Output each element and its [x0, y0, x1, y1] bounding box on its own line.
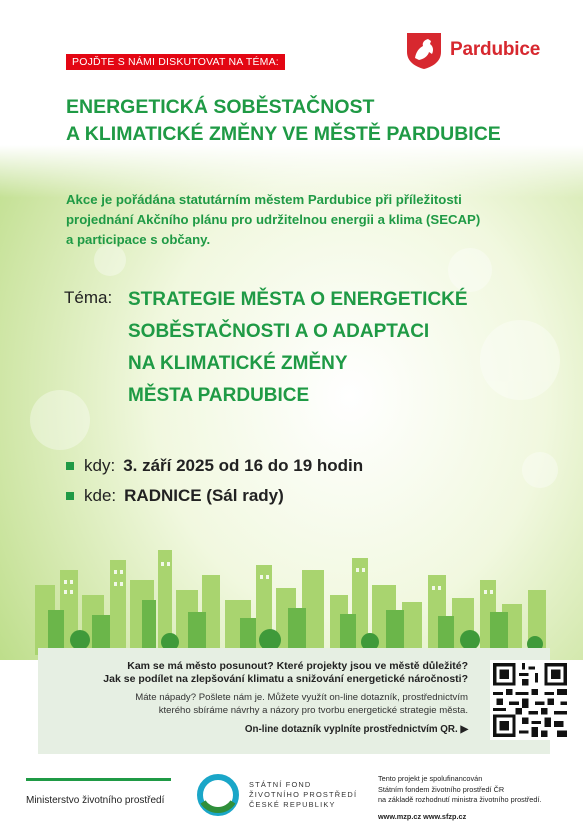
qr-code-icon[interactable] [490, 660, 570, 740]
question-line: Kam se má město posunout? Které projekty jsou ve městě důležité? [127, 660, 468, 672]
tema-line: MĚSTA PARDUBICE [128, 385, 310, 406]
paragraph-line: Máte nápady? Pošlete nám je. Můžete využít on-line dotazník, prostřednictvím [135, 692, 468, 703]
project-line: Tento projekt je spolufinancován [378, 774, 483, 783]
logo-text: Pardubice [450, 39, 541, 60]
sfzp-ring-logo-icon [195, 772, 241, 818]
when-label: kdy: [84, 456, 116, 475]
cofinancing-note [378, 774, 578, 822]
when-value: 3. září 2025 od 16 do 19 hodin [123, 456, 364, 475]
pardubice-logo[interactable] [404, 30, 540, 70]
headline [66, 94, 566, 148]
questionnaire-box [38, 648, 550, 754]
project-line: Státním fondem životního prostředí ČR [378, 784, 505, 794]
where-row [66, 486, 284, 506]
pardubice-horse-logo-icon [404, 30, 444, 70]
intro-line: projednání Akčního plánu pro udržitelnou energii a klima (SECAP) [66, 212, 481, 227]
footer-links[interactable]: www.mzp.cz www.sfzp.cz [378, 811, 467, 821]
ministry-logo [26, 778, 171, 806]
bullet [66, 462, 74, 470]
intro-line: Akce je pořádána statutárním městem Pardubice při příležitosti [66, 192, 462, 207]
fund-text [249, 780, 357, 810]
ministry-text: Ministerstvo životního prostředí [26, 795, 165, 806]
bullet [66, 492, 74, 500]
headline-line: A KLIMATICKÉ ZMĚNY VE MĚSTĚ PARDUBICE [66, 123, 501, 145]
question-line: Jak se podílet na zlepšování klimatu a snižování energetické náročnosti? [103, 673, 468, 685]
intro-text [66, 190, 556, 250]
headline-line: ENERGETICKÁ SOBĚSTAČNOST [66, 96, 375, 118]
tema-line: NA KLIMATICKÉ ZMĚNY [128, 353, 348, 374]
when-row [66, 456, 363, 476]
fund-line: ČESKÉ REPUBLIKY [249, 800, 336, 809]
city-skyline-illustration [30, 540, 555, 665]
fund-line: STÁTNÍ FOND [249, 780, 312, 789]
tema-line: SOBĚSTAČNOSTI A O ADAPTACI [128, 321, 430, 342]
fund-line: ŽIVOTNÍHO PROSTŘEDÍ [249, 790, 358, 799]
project-line: na základě rozhodnutí ministra životního prostředí. [378, 795, 542, 804]
intro-line: a participace s občany. [66, 232, 211, 247]
tema-line: STRATEGIE MĚSTA O ENERGETICKÉ [128, 289, 468, 310]
where-label: kde: [84, 486, 117, 505]
topic-tag: POJĎTE S NÁMI DISKUTOVAT NA TÉMA: [66, 54, 285, 70]
tema-title [128, 284, 568, 412]
where-value: RADNICE (Sál rady) [124, 486, 284, 505]
box-questions [48, 660, 468, 686]
box-cta[interactable]: On-line dotazník vyplníte prostřednictvím QR. ▶ [244, 724, 468, 735]
box-paragraph [48, 691, 468, 717]
fund-logo [195, 772, 357, 818]
ministry-line [26, 778, 171, 781]
paragraph-line: kterého sbíráme návrhy a názory pro tvorbu energetické strategie města. [158, 705, 468, 716]
tema-label: Téma: [64, 288, 113, 307]
